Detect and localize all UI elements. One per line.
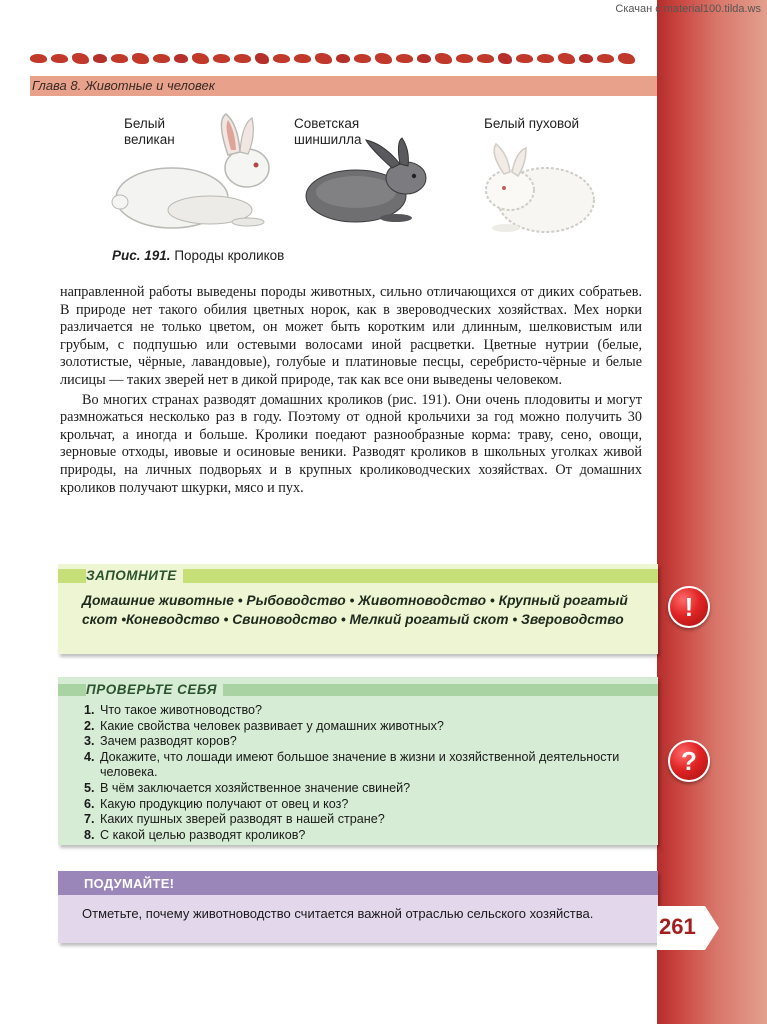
question-item: 8. С какой целью разводят кроликов? <box>84 827 306 842</box>
question-item: 6. Какую продукцию получают от овец и коз? <box>84 796 349 811</box>
paragraph-mink-breeding: направленной работы выведены породы животных, сильно отличающихся от диких собратьев. В природе нет такого обилия цветных норок, как в звероводческих хозяйствах. Мех норки различается не только цветом, он может быть коротким или длинным, шелковистым или грубым, с подпушью или остевыми волосами иной расцветки. Цветные нутрии (белые, золотистые, чёрные, лавандовые), голубые и платиновые песцы, серебристо-чёрные и белые лисицы — таких зверей нет в дикой природе, так как все они выведены человеком. <box>60 284 642 388</box>
paragraph-rabbit-breeding: Во многих странах разводят домашних кроликов (рис. 191). Они очень плодовиты и могут размножаться несколько раз в году. Поэтому от одной крольчихи за год можно получить 30 крольчат, а иногда и больше. Кролики поедают разнообразные корма: траву, сено, овощи, зерновые отходы, ивовые и осиновые веники. Разводят кроликов в школьных уголках живой природы, на личных подворьях и в крупных кролиководческих хозяйствах. От домашних кроликов получают шкурки, мясо и пух. <box>60 391 642 496</box>
think-title: ПОДУМАЙТЕ! <box>84 876 175 891</box>
exclamation-icon: ! <box>668 586 710 628</box>
question-item: 2. Какие свойства человек развивает у домашних животных? <box>84 718 444 733</box>
question-mark-icon: ? <box>668 740 710 782</box>
remember-key-terms: Домашние животные • Рыбоводство • Животноводство • Крупный рогатый скот •Коневодство • Свиноводство • Мелкий рогатый скот • Звероводство <box>82 593 628 627</box>
rabbit-label-white-downy: Белый пуховой <box>484 116 580 131</box>
rabbit-label-white-giant: Белый великан <box>124 116 175 147</box>
question-item: 5. В чём заключается хозяйственное значение свиней? <box>84 780 411 795</box>
figure-caption-number: Рис. 191. <box>112 248 171 263</box>
figure-caption-text: Породы кроликов <box>174 248 285 263</box>
watermark-text: Скачан с material100.tilda.ws <box>615 3 761 15</box>
soviet-chinchilla-rabbit-illustration <box>300 136 440 231</box>
check-yourself-box <box>58 677 658 845</box>
white-downy-rabbit-illustration <box>476 140 606 240</box>
figure-caption <box>112 248 284 263</box>
remember-title: ЗАПОМНИТЕ <box>86 568 183 583</box>
question-item: 3. Зачем разводят коров? <box>84 734 237 749</box>
white-giant-rabbit-illustration <box>110 110 280 235</box>
question-item: 4. Докажите, что лошади имеют большое значение в жизни и хозяйственной деятельности человека. <box>84 749 620 780</box>
decorative-animal-silhouettes <box>30 48 635 68</box>
rabbit-label-soviet-chinchilla: Советская шиншилла <box>294 116 362 147</box>
main-text <box>60 284 642 497</box>
think-task-text: Отметьте, почему животноводство считается важной отраслью сельского хозяйства. <box>82 906 594 921</box>
page-number: 261 <box>659 914 696 939</box>
question-item: 7. Каких пушных зверей разводят в нашей стране? <box>84 812 385 827</box>
remember-box <box>58 564 658 654</box>
question-item: 1. Что такое животноводство? <box>84 703 263 717</box>
chapter-title: Глава 8. Животные и человек <box>32 78 215 93</box>
rabbit-breeds-figure <box>110 110 610 270</box>
question-list <box>84 703 650 843</box>
think-box <box>58 871 658 943</box>
page-edge-strip <box>657 0 767 1024</box>
check-yourself-title: ПРОВЕРЬТЕ СЕБЯ <box>86 682 223 697</box>
